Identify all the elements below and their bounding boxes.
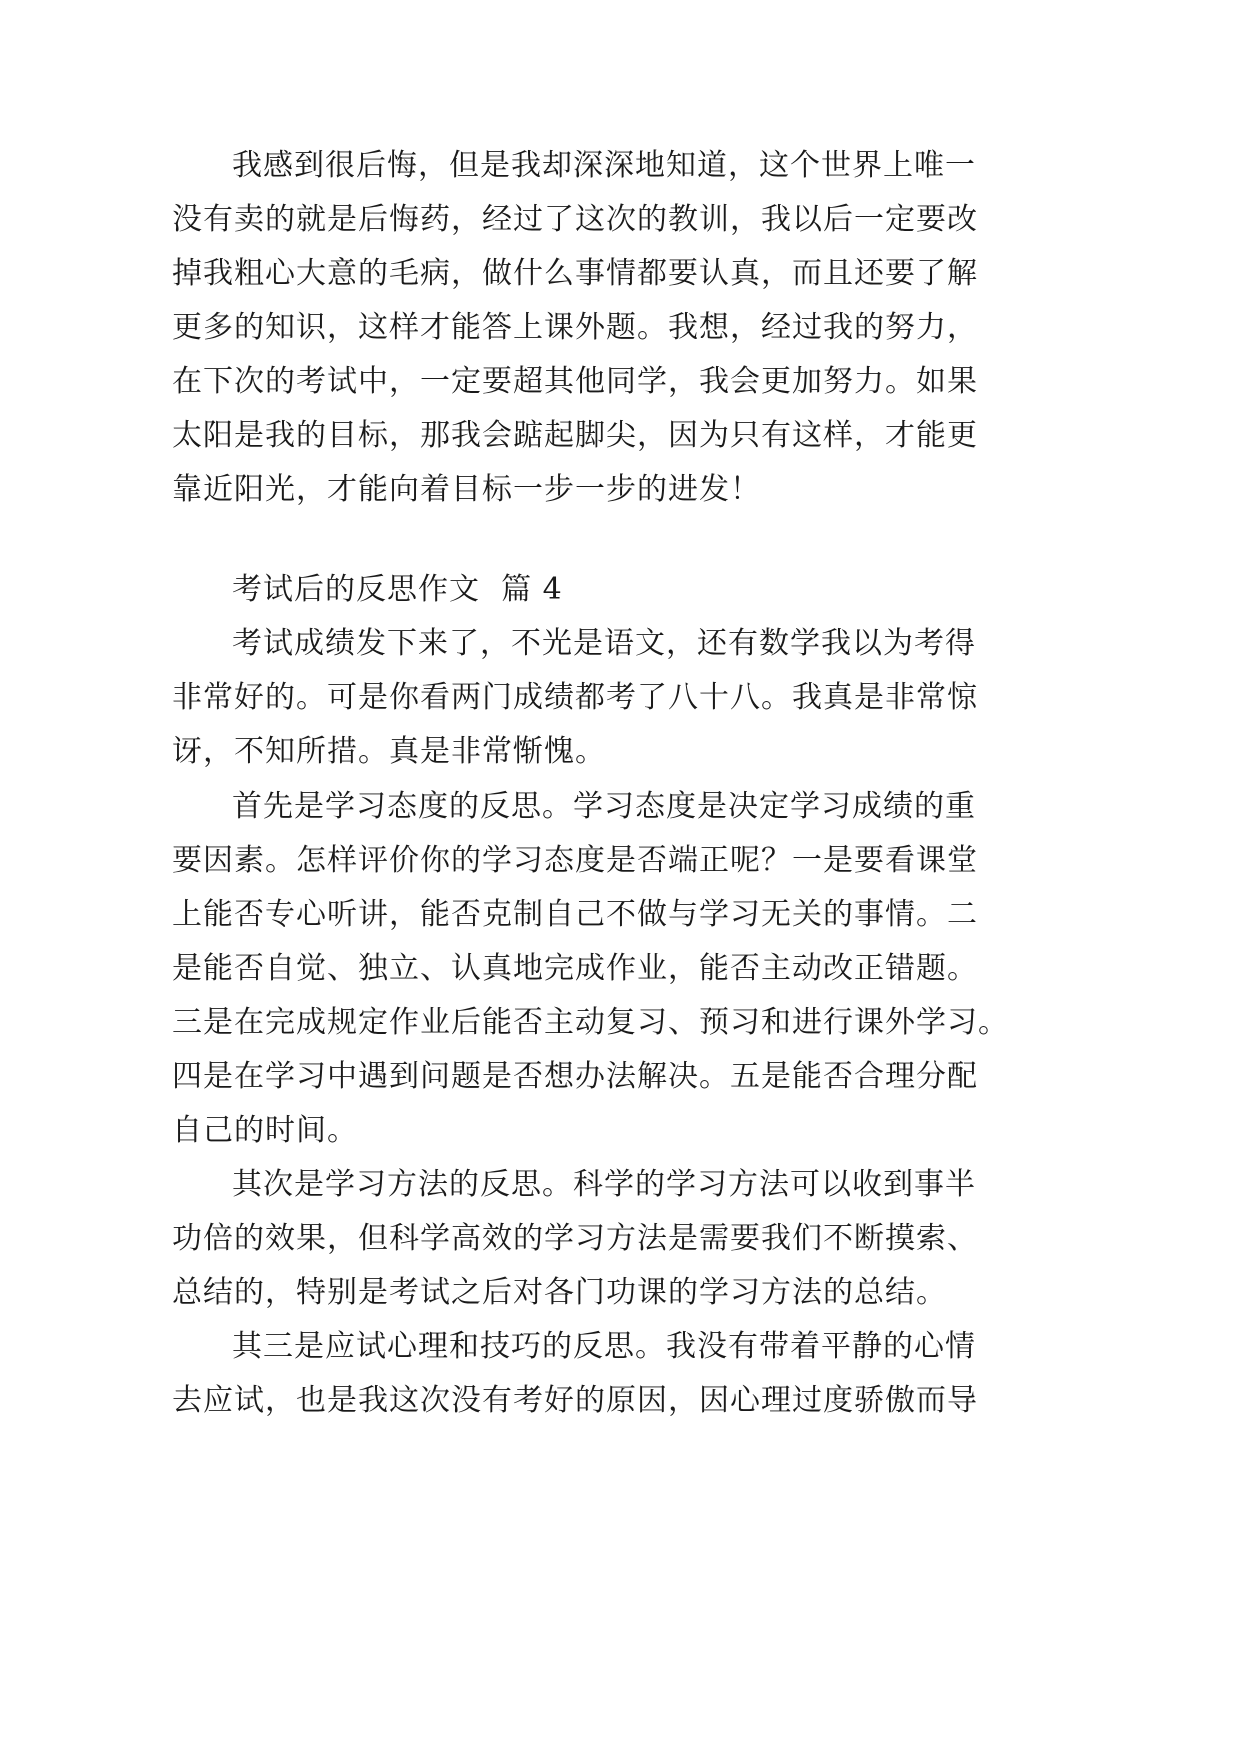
paragraph-3-line-6: 四是在学习中遇到问题是否想办法解决。五是能否合理分配: [172, 1059, 978, 1094]
paragraph-1-line-7: 靠近阳光，才能向着目标一步一步的进发！: [172, 472, 761, 507]
paragraph-3-line-7: 自己的时间。: [172, 1113, 358, 1148]
paragraph-2-line-1: 考试成绩发下来了，不光是语文，还有数学我以为考得: [232, 626, 976, 661]
paragraph-4-line-2: 功倍的效果，但科学高效的学习方法是需要我们不断摸索、: [172, 1221, 978, 1256]
paragraph-2-line-2: 非常好的。可是你看两门成绩都考了八十八。我真是非常惊: [172, 680, 978, 715]
paragraph-2-line-3: 讶，不知所措。真是非常惭愧。: [172, 734, 606, 769]
paragraph-3-line-3: 上能否专心听讲，能否克制自己不做与学习无关的事情。二: [172, 897, 978, 932]
paragraph-1-line-6: 太阳是我的目标，那我会踮起脚尖，因为只有这样，才能更: [172, 418, 978, 453]
paragraph-3-line-1: 首先是学习态度的反思。学习态度是决定学习成绩的重: [232, 789, 976, 824]
paragraph-1-line-4: 更多的知识，这样才能答上课外题。我想，经过我的努力，: [172, 310, 978, 345]
paragraph-3-line-2: 要因素。怎样评价你的学习态度是否端正呢？一是要看课堂: [172, 843, 978, 878]
paragraph-1-line-5: 在下次的考试中，一定要超其他同学，我会更加努力。如果: [172, 364, 978, 399]
paragraph-1-line-1: 我感到很后悔，但是我却深深地知道，这个世界上唯一: [232, 148, 976, 183]
paragraph-5-line-2: 去应试，也是我这次没有考好的原因，因心理过度骄傲而导: [172, 1383, 978, 1418]
paragraph-1-line-2: 没有卖的就是后悔药，经过了这次的教训，我以后一定要改: [172, 202, 978, 237]
paragraph-1-line-3: 掉我粗心大意的毛病，做什么事情都要认真，而且还要了解: [172, 256, 978, 291]
paragraph-3-line-4: 是能否自觉、独立、认真地完成作业，能否主动改正错题。: [172, 951, 978, 986]
paragraph-3-line-5: 三是在完成规定作业后能否主动复习、预习和进行课外学习。: [172, 1005, 1009, 1040]
paragraph-4-line-3: 总结的，特别是考试之后对各门功课的学习方法的总结。: [172, 1275, 947, 1310]
paragraph-4-line-1: 其次是学习方法的反思。科学的学习方法可以收到事半: [232, 1167, 976, 1202]
paragraph-5-line-1: 其三是应试心理和技巧的反思。我没有带着平静的心情: [232, 1329, 976, 1364]
section-heading: 考试后的反思作文 篇 4: [232, 572, 563, 607]
